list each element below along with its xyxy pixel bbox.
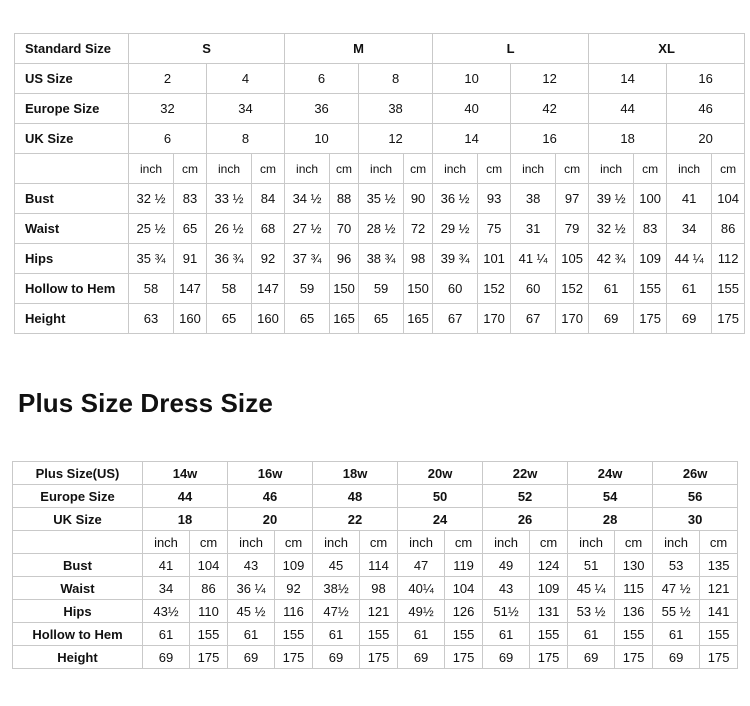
size-value: 38 — [359, 94, 433, 124]
row-label: Plus Size(US) — [13, 462, 143, 485]
unit-header: cm — [556, 154, 589, 184]
size-value: 6 — [129, 124, 207, 154]
size-value: 8 — [359, 64, 433, 94]
measurement-value: 45 — [313, 554, 360, 577]
measurement-value: 175 — [275, 646, 313, 669]
measurement-value: 152 — [478, 274, 511, 304]
size-value: 42 — [511, 94, 589, 124]
unit-header: inch — [143, 531, 190, 554]
measurement-value: 79 — [556, 214, 589, 244]
size-value: 50 — [398, 485, 483, 508]
measurement-value: 59 — [359, 274, 404, 304]
measurement-value: 155 — [615, 623, 653, 646]
measurement-value: 34 — [667, 214, 712, 244]
measurement-value: 124 — [530, 554, 568, 577]
size-value: 36 — [285, 94, 359, 124]
measurement-value: 65 — [207, 304, 252, 334]
measurement-value: 75 — [478, 214, 511, 244]
unit-header: cm — [360, 531, 398, 554]
measurement-value: 69 — [653, 646, 700, 669]
measurement-value: 175 — [712, 304, 745, 334]
row-label: Europe Size — [15, 94, 129, 124]
measurement-value: 98 — [360, 577, 398, 600]
measurement-value: 61 — [667, 274, 712, 304]
size-value: 54 — [568, 485, 653, 508]
measurement-value: 49 — [483, 554, 530, 577]
measurement-value: 36 ¾ — [207, 244, 252, 274]
measurement-value: 35 ¾ — [129, 244, 174, 274]
measurement-value: 40¼ — [398, 577, 445, 600]
size-value: 22 — [313, 508, 398, 531]
measurement-row — [13, 600, 738, 623]
measurement-value: 44 ¼ — [667, 244, 712, 274]
measurement-value: 131 — [530, 600, 568, 623]
measurement-value: 49½ — [398, 600, 445, 623]
unit-header: inch — [433, 154, 478, 184]
measurement-value: 28 ½ — [359, 214, 404, 244]
measurement-value: 175 — [530, 646, 568, 669]
plus-size-row — [13, 462, 738, 485]
measurement-value: 58 — [207, 274, 252, 304]
units-label-empty — [13, 531, 143, 554]
measurement-value: 86 — [712, 214, 745, 244]
plus-size-row — [13, 508, 738, 531]
measurement-value: 69 — [398, 646, 445, 669]
measurement-value: 150 — [404, 274, 433, 304]
measurement-value: 29 ½ — [433, 214, 478, 244]
plus-size-table — [12, 461, 738, 669]
unit-header: inch — [129, 154, 174, 184]
size-value: 10 — [433, 64, 511, 94]
measurement-value: 36 ½ — [433, 184, 478, 214]
measurement-value: 152 — [556, 274, 589, 304]
measurement-value: 47 — [398, 554, 445, 577]
measurement-label: Bust — [13, 554, 143, 577]
measurement-value: 175 — [360, 646, 398, 669]
size-value: 2 — [129, 64, 207, 94]
measurement-value: 42 ¾ — [589, 244, 634, 274]
unit-header: cm — [404, 154, 433, 184]
measurement-value: 175 — [190, 646, 228, 669]
measurement-value: 55 ½ — [653, 600, 700, 623]
size-value: 26w — [653, 462, 738, 485]
measurement-value: 47½ — [313, 600, 360, 623]
measurement-value: 104 — [712, 184, 745, 214]
unit-header: inch — [511, 154, 556, 184]
measurement-value: 100 — [634, 184, 667, 214]
measurement-value: 155 — [275, 623, 313, 646]
size-value: 20 — [228, 508, 313, 531]
size-value: 22w — [483, 462, 568, 485]
measurement-value: 67 — [433, 304, 478, 334]
measurement-value: 60 — [433, 274, 478, 304]
measurement-value: 25 ½ — [129, 214, 174, 244]
measurement-value: 43 — [228, 554, 275, 577]
measurement-label: Hips — [15, 244, 129, 274]
standard-size-label: Standard Size — [15, 34, 129, 64]
size-value: 16 — [667, 64, 745, 94]
measurement-value: 112 — [712, 244, 745, 274]
size-group-header: M — [285, 34, 433, 64]
measurement-label: Hollow to Hem — [15, 274, 129, 304]
size-value: 24 — [398, 508, 483, 531]
measurement-row — [15, 244, 745, 274]
measurement-value: 104 — [190, 554, 228, 577]
measurement-value: 27 ½ — [285, 214, 330, 244]
measurement-row — [15, 304, 745, 334]
measurement-value: 34 ½ — [285, 184, 330, 214]
measurement-value: 109 — [530, 577, 568, 600]
measurement-row — [15, 184, 745, 214]
size-value: 44 — [143, 485, 228, 508]
measurement-value: 175 — [700, 646, 738, 669]
measurement-value: 130 — [615, 554, 653, 577]
size-group-header: S — [129, 34, 285, 64]
measurement-value: 38½ — [313, 577, 360, 600]
measurement-value: 61 — [398, 623, 445, 646]
size-group-row — [15, 34, 745, 64]
measurement-value: 36 ¼ — [228, 577, 275, 600]
unit-header: cm — [615, 531, 653, 554]
size-group-header: XL — [589, 34, 745, 64]
measurement-value: 119 — [445, 554, 483, 577]
size-value: 48 — [313, 485, 398, 508]
measurement-value: 83 — [634, 214, 667, 244]
size-value: 14 — [589, 64, 667, 94]
unit-header: cm — [330, 154, 359, 184]
measurement-value: 59 — [285, 274, 330, 304]
measurement-value: 39 ¾ — [433, 244, 478, 274]
measurement-value: 65 — [174, 214, 207, 244]
unit-header: inch — [398, 531, 445, 554]
unit-header: inch — [207, 154, 252, 184]
measurement-value: 41 ¼ — [511, 244, 556, 274]
size-value: 40 — [433, 94, 511, 124]
measurement-value: 155 — [445, 623, 483, 646]
measurement-label: Hollow to Hem — [13, 623, 143, 646]
measurement-value: 170 — [478, 304, 511, 334]
measurement-value: 45 ¼ — [568, 577, 615, 600]
measurement-value: 61 — [483, 623, 530, 646]
measurement-value: 69 — [228, 646, 275, 669]
size-value: 56 — [653, 485, 738, 508]
size-value: 12 — [511, 64, 589, 94]
measurement-value: 86 — [190, 577, 228, 600]
unit-header: cm — [174, 154, 207, 184]
measurement-value: 69 — [313, 646, 360, 669]
measurement-value: 47 ½ — [653, 577, 700, 600]
measurement-value: 114 — [360, 554, 398, 577]
measurement-row — [13, 623, 738, 646]
measurement-value: 116 — [275, 600, 313, 623]
measurement-value: 160 — [252, 304, 285, 334]
unit-header: inch — [589, 154, 634, 184]
size-value: 10 — [285, 124, 359, 154]
measurement-label: Bust — [15, 184, 129, 214]
measurement-value: 155 — [634, 274, 667, 304]
measurement-value: 175 — [445, 646, 483, 669]
size-value: 32 — [129, 94, 207, 124]
measurement-value: 69 — [483, 646, 530, 669]
measurement-row — [13, 646, 738, 669]
measurement-value: 63 — [129, 304, 174, 334]
size-row — [15, 64, 745, 94]
size-value: 14w — [143, 462, 228, 485]
measurement-value: 155 — [360, 623, 398, 646]
plus-size-title: Plus Size Dress Size — [18, 388, 273, 418]
row-label: US Size — [15, 64, 129, 94]
measurement-row — [15, 274, 745, 304]
size-value: 46 — [667, 94, 745, 124]
size-value: 14 — [433, 124, 511, 154]
measurement-value: 160 — [174, 304, 207, 334]
measurement-value: 26 ½ — [207, 214, 252, 244]
measurement-value: 109 — [275, 554, 313, 577]
measurement-value: 61 — [568, 623, 615, 646]
measurement-value: 69 — [568, 646, 615, 669]
size-value: 20w — [398, 462, 483, 485]
measurement-value: 126 — [445, 600, 483, 623]
measurement-value: 121 — [700, 577, 738, 600]
unit-header: inch — [285, 154, 330, 184]
measurement-value: 155 — [700, 623, 738, 646]
measurement-value: 84 — [252, 184, 285, 214]
units-label-empty — [15, 154, 129, 184]
measurement-label: Hips — [13, 600, 143, 623]
measurement-value: 61 — [653, 623, 700, 646]
unit-header: inch — [228, 531, 275, 554]
size-value: 8 — [207, 124, 285, 154]
measurement-value: 53 — [653, 554, 700, 577]
size-value: 30 — [653, 508, 738, 531]
size-value: 4 — [207, 64, 285, 94]
unit-header: cm — [445, 531, 483, 554]
size-value: 46 — [228, 485, 313, 508]
measurement-value: 34 — [143, 577, 190, 600]
measurement-value: 104 — [445, 577, 483, 600]
measurement-value: 165 — [330, 304, 359, 334]
size-value: 34 — [207, 94, 285, 124]
measurement-value: 61 — [589, 274, 634, 304]
size-value: 44 — [589, 94, 667, 124]
measurement-value: 121 — [360, 600, 398, 623]
measurement-value: 37 ¾ — [285, 244, 330, 274]
measurement-value: 98 — [404, 244, 433, 274]
measurement-value: 175 — [615, 646, 653, 669]
size-value: 16w — [228, 462, 313, 485]
measurement-value: 31 — [511, 214, 556, 244]
size-value: 12 — [359, 124, 433, 154]
size-group-header: L — [433, 34, 589, 64]
measurement-value: 65 — [359, 304, 404, 334]
measurement-value: 67 — [511, 304, 556, 334]
measurement-label: Height — [15, 304, 129, 334]
size-row — [15, 94, 745, 124]
measurement-label: Height — [13, 646, 143, 669]
measurement-label: Waist — [13, 577, 143, 600]
measurement-value: 109 — [634, 244, 667, 274]
row-label: UK Size — [13, 508, 143, 531]
unit-header: cm — [700, 531, 738, 554]
unit-header: cm — [190, 531, 228, 554]
measurement-value: 41 — [143, 554, 190, 577]
measurement-value: 88 — [330, 184, 359, 214]
measurement-label: Waist — [15, 214, 129, 244]
measurement-value: 53 ½ — [568, 600, 615, 623]
size-value: 18 — [589, 124, 667, 154]
measurement-value: 92 — [275, 577, 313, 600]
unit-header: cm — [712, 154, 745, 184]
measurement-value: 61 — [228, 623, 275, 646]
measurement-value: 141 — [700, 600, 738, 623]
unit-header: inch — [568, 531, 615, 554]
measurement-row — [13, 577, 738, 600]
measurement-value: 65 — [285, 304, 330, 334]
size-value: 16 — [511, 124, 589, 154]
measurement-value: 32 ½ — [129, 184, 174, 214]
measurement-value: 147 — [252, 274, 285, 304]
plus-size-row — [13, 485, 738, 508]
units-row — [13, 531, 738, 554]
measurement-value: 155 — [190, 623, 228, 646]
measurement-row — [13, 554, 738, 577]
measurement-value: 38 ¾ — [359, 244, 404, 274]
size-value: 6 — [285, 64, 359, 94]
measurement-value: 61 — [143, 623, 190, 646]
measurement-value: 41 — [667, 184, 712, 214]
row-label: UK Size — [15, 124, 129, 154]
unit-header: inch — [483, 531, 530, 554]
measurement-value: 69 — [667, 304, 712, 334]
measurement-value: 110 — [190, 600, 228, 623]
units-row — [15, 154, 745, 184]
measurement-value: 92 — [252, 244, 285, 274]
measurement-value: 69 — [143, 646, 190, 669]
measurement-value: 43½ — [143, 600, 190, 623]
size-value: 24w — [568, 462, 653, 485]
size-value: 20 — [667, 124, 745, 154]
measurement-value: 51 — [568, 554, 615, 577]
measurement-value: 96 — [330, 244, 359, 274]
unit-header: inch — [359, 154, 404, 184]
measurement-value: 35 ½ — [359, 184, 404, 214]
measurement-value: 83 — [174, 184, 207, 214]
size-value: 18w — [313, 462, 398, 485]
measurement-value: 105 — [556, 244, 589, 274]
measurement-value: 147 — [174, 274, 207, 304]
size-value: 52 — [483, 485, 568, 508]
measurement-value: 165 — [404, 304, 433, 334]
measurement-value: 175 — [634, 304, 667, 334]
unit-header: cm — [478, 154, 511, 184]
measurement-value: 136 — [615, 600, 653, 623]
measurement-value: 135 — [700, 554, 738, 577]
unit-header: inch — [667, 154, 712, 184]
standard-size-table — [14, 33, 745, 334]
measurement-row — [15, 214, 745, 244]
measurement-value: 97 — [556, 184, 589, 214]
measurement-value: 170 — [556, 304, 589, 334]
measurement-value: 93 — [478, 184, 511, 214]
measurement-value: 45 ½ — [228, 600, 275, 623]
measurement-value: 155 — [530, 623, 568, 646]
size-value: 26 — [483, 508, 568, 531]
measurement-value: 101 — [478, 244, 511, 274]
measurement-value: 69 — [589, 304, 634, 334]
measurement-value: 150 — [330, 274, 359, 304]
row-label: Europe Size — [13, 485, 143, 508]
size-value: 18 — [143, 508, 228, 531]
measurement-value: 39 ½ — [589, 184, 634, 214]
measurement-value: 51½ — [483, 600, 530, 623]
measurement-value: 90 — [404, 184, 433, 214]
unit-header: cm — [252, 154, 285, 184]
unit-header: inch — [313, 531, 360, 554]
size-row — [15, 124, 745, 154]
measurement-value: 155 — [712, 274, 745, 304]
size-value: 28 — [568, 508, 653, 531]
measurement-value: 58 — [129, 274, 174, 304]
measurement-value: 43 — [483, 577, 530, 600]
unit-header: cm — [275, 531, 313, 554]
measurement-value: 72 — [404, 214, 433, 244]
unit-header: cm — [634, 154, 667, 184]
measurement-value: 33 ½ — [207, 184, 252, 214]
unit-header: inch — [653, 531, 700, 554]
measurement-value: 68 — [252, 214, 285, 244]
measurement-value: 115 — [615, 577, 653, 600]
measurement-value: 70 — [330, 214, 359, 244]
measurement-value: 61 — [313, 623, 360, 646]
measurement-value: 38 — [511, 184, 556, 214]
measurement-value: 60 — [511, 274, 556, 304]
measurement-value: 91 — [174, 244, 207, 274]
unit-header: cm — [530, 531, 568, 554]
measurement-value: 32 ½ — [589, 214, 634, 244]
